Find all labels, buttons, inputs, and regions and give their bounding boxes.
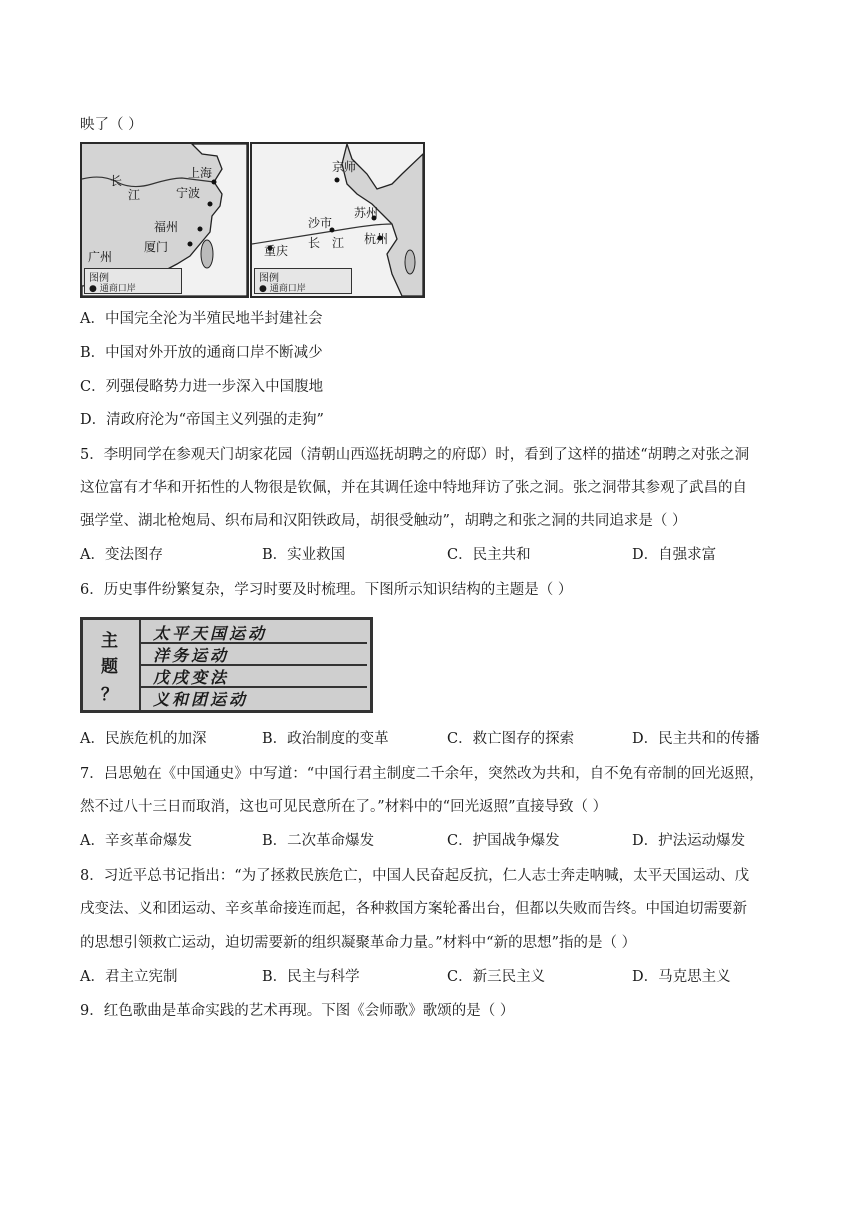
map-treaty-ports-1 xyxy=(80,142,249,298)
q8-option-c: C．新三民主义 xyxy=(447,969,546,985)
q5-option-d: D．自强求富 xyxy=(632,547,717,563)
q4-option-d: D．清政府沦为“帝国主义列强的走狗” xyxy=(80,412,324,428)
label-hangzhou: 杭州 xyxy=(364,232,389,246)
legend-title: 图例 xyxy=(259,273,279,284)
label-ningbo: 宁波 xyxy=(176,186,201,200)
legend-title: 图例 xyxy=(89,273,109,284)
q5-option-c: C．民主共和 xyxy=(447,547,531,563)
table-row xyxy=(141,664,367,688)
q4-option-a: A．中国完全沦为半殖民地半封建社会 xyxy=(80,311,323,327)
q7-option-c: C．护国战争爆发 xyxy=(447,833,560,849)
table-cell: 太平天国运动 xyxy=(153,624,268,643)
q8-line-1: 8．习近平总书记指出：“为了拯救民族危亡，中国人民奋起反抗，仁人志士奔走呐喊，太平天国运动、戊 xyxy=(80,868,750,884)
q5-line-1: 5．李明同学在参观天门胡家花园（清朝山西巡抚胡聘之的府邸）时，看到了这样的描述“胡聘之对张之洞 xyxy=(80,447,750,463)
q8-line-2: 戌变法、义和团运动、辛亥革命接连而起，各种救国方案轮番出台，但都以失败而告终。中国迫切需要新 xyxy=(80,901,747,917)
topic-char-2: 题 xyxy=(101,657,118,677)
q5-line-3: 强学堂、湖北枪炮局、织布局和汉阳铁政局，胡很受触动”，胡聘之和张之洞的共同追求是（ ） xyxy=(80,513,687,529)
legend-item: ● 通商口岸 xyxy=(259,284,306,294)
map-treaty-ports-2 xyxy=(250,142,425,298)
table-topic-header xyxy=(83,620,141,710)
label-chongqing: 重庆 xyxy=(264,244,289,258)
table-row xyxy=(141,642,367,666)
q5-option-b: B．实业救国 xyxy=(262,547,346,563)
table-cell: 义和团运动 xyxy=(153,690,249,709)
q7-line-2: 然不过八十三日而取消，这也可见民意所在了。”材料中的“回光返照”直接导致（ ） xyxy=(80,799,608,815)
label-changjiang-a: 长 xyxy=(308,236,321,250)
q7-option-b: B．二次革命爆发 xyxy=(262,833,375,849)
q6-line-1: 6．历史事件纷繁复杂，学习时要及时梳理。下图所示知识结构的主题是（ ） xyxy=(80,582,573,598)
q6-option-d: D．民主共和的传播 xyxy=(632,731,760,747)
q6-option-c: C．救亡图存的探索 xyxy=(447,731,575,747)
q4-option-b: B．中国对外开放的通商口岸不断减少 xyxy=(80,345,323,361)
q8-option-b: B．民主与科学 xyxy=(262,969,360,985)
label-shashi: 沙市 xyxy=(308,216,333,230)
label-changjiang-b: 江 xyxy=(332,236,345,250)
label-suzhou: 苏州 xyxy=(354,206,379,220)
q4-option-c: C．列强侵略势力进一步深入中国腹地 xyxy=(80,379,324,395)
q7-option-a: A．辛亥革命爆发 xyxy=(80,833,192,849)
label-changjiang-b: 江 xyxy=(128,188,141,202)
q8-option-d: D．马克思主义 xyxy=(632,969,731,985)
label-changjiang-a: 长 xyxy=(110,174,123,188)
q4-stem-tail: 映了（ ） xyxy=(80,117,143,133)
label-fuzhou: 福州 xyxy=(154,220,179,234)
label-shanghai: 上海 xyxy=(188,166,213,180)
q8-option-a: A．君主立宪制 xyxy=(80,969,178,985)
label-jingshi: 京师 xyxy=(332,160,357,174)
q7-line-1: 7．吕思勉在《中国通史》中写道：“中国行君主制度二千余年，突然改为共和，自不免有帝制的回光返照， xyxy=(80,766,764,782)
map-legend xyxy=(84,268,182,294)
knowledge-structure-table xyxy=(80,617,373,713)
q9-line-1: 9．红色歌曲是革命实践的艺术再现。下图《会师歌》歌颂的是（ ） xyxy=(80,1003,515,1019)
map-legend xyxy=(254,268,352,294)
table-row xyxy=(141,620,367,644)
q5-line-2: 这位富有才华和开拓性的人物很是钦佩，并在其调任途中特地拜访了张之洞。张之洞带其参观了武昌的自 xyxy=(80,480,747,496)
topic-char-1: 主 xyxy=(101,631,118,651)
table-row xyxy=(141,686,367,708)
legend-item: ● 通商口岸 xyxy=(89,284,136,294)
topic-char-3: ？ xyxy=(101,685,118,705)
table-cell: 洋务运动 xyxy=(153,646,230,665)
q8-line-3: 的思想引领救亡运动，迫切需要新的组织凝聚革命力量。”材料中“新的思想”指的是（ ） xyxy=(80,935,637,951)
q7-option-d: D．护法运动爆发 xyxy=(632,833,746,849)
q5-option-a: A．变法图存 xyxy=(80,547,163,563)
label-guangzhou: 广州 xyxy=(88,250,113,264)
table-cell: 戊戌变法 xyxy=(153,668,230,687)
q6-option-b: B．政治制度的变革 xyxy=(262,731,389,747)
q6-option-a: A．民族危机的加深 xyxy=(80,731,207,747)
label-xiamen: 厦门 xyxy=(144,240,169,254)
